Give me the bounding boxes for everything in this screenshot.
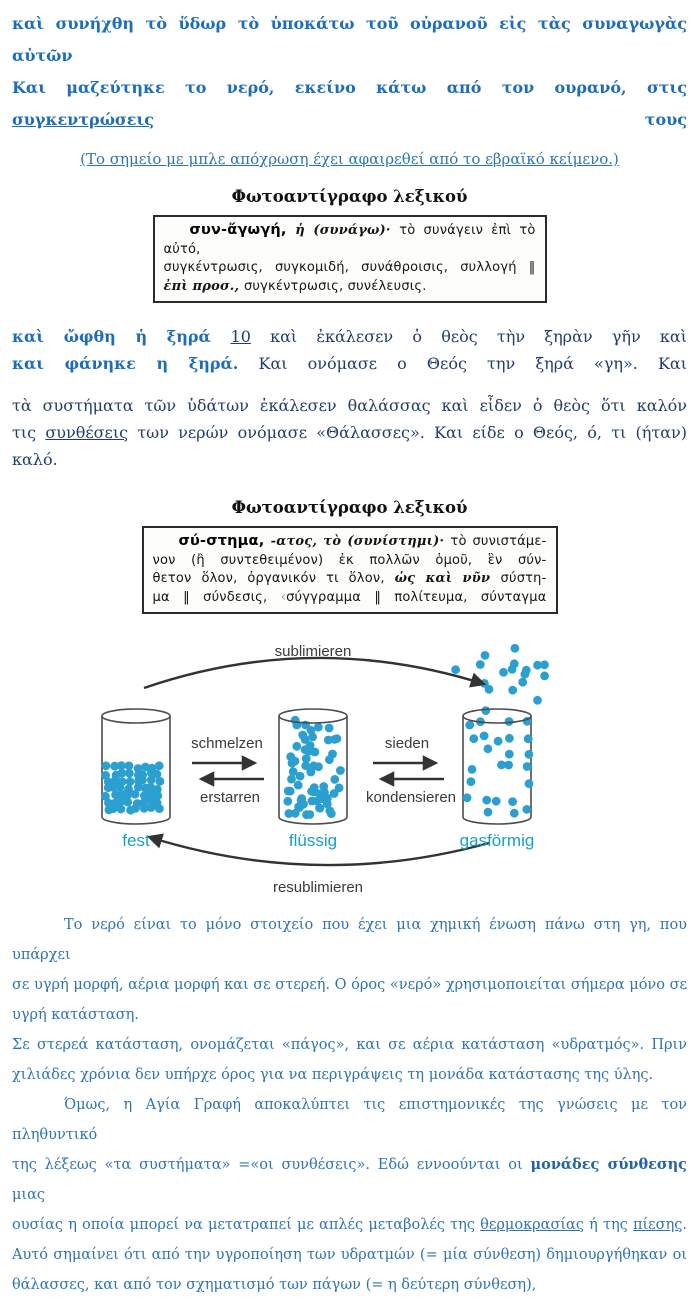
text-segment: τὸ συνιστάμε- <box>450 534 547 549</box>
sublimieren-arc-arrow <box>144 658 484 688</box>
text-line <box>153 570 547 589</box>
text-segment: -ατος, τὸ (συνίστημι)· <box>264 534 451 549</box>
label-gasfoermig: gasförmig <box>459 831 534 850</box>
text-line <box>12 910 687 970</box>
text-segment: καὶ ὤφθη ἡ ξηρά <box>12 327 231 346</box>
text-segment: μιας <box>12 1187 46 1203</box>
paragraph-3 <box>12 1090 687 1300</box>
text-segment: καὶ ἐκάλεσεν ὁ θεὸς τὴν ξηρὰν γῆν καὶ <box>250 327 687 346</box>
text-segment: νον (ἢ συντεθειμένον) ἐκ πολλῶν ὁμοῦ, ἓν σύν- <box>152 552 547 568</box>
text-segment: τὰ συστήματα τῶν ὑδάτων ἐκάλεσεν θαλάσσας καὶ εἶδεν ὁ θεὸς ὅτι καλόν <box>12 396 687 415</box>
states-of-matter-figure <box>12 624 687 902</box>
text-line <box>153 589 547 608</box>
blue-note-line <box>12 148 687 170</box>
text-line <box>12 8 687 72</box>
text-segment: συν-ἄγωγή, <box>189 222 287 238</box>
text-segment: σύγγραμμα ‖ πολίτευμα, σύνταγμα <box>286 589 547 605</box>
text-line <box>12 1150 687 1210</box>
text-segment: ἐπὶ προσ., <box>163 278 244 294</box>
verse-genesis-interlinear-2 <box>12 323 687 473</box>
paragraph-2 <box>12 1030 687 1090</box>
text-segment: συγκεντρώσεις <box>12 110 154 129</box>
text-line <box>12 72 687 136</box>
text-segment: 10 <box>230 327 251 346</box>
text-segment: ή της <box>583 1217 633 1233</box>
body-paragraphs <box>12 910 687 1300</box>
text-segment: σύ-στημα, <box>178 533 265 549</box>
text-segment: θερμοκρασίας <box>480 1217 584 1233</box>
text-segment: Το νερό είναι το μόνο στοιχείο που έχει μια χημική ένωση πάνω στη γη, που υπάρχει <box>12 917 687 963</box>
text-segment: καὶ συνήχθη τὸ ὕδωρ τὸ ὑποκάτω τοῦ οὐρανοῦ εἰς τὰς συναγωγὰς αὐτῶν <box>12 14 687 65</box>
label-erstarren: erstarren <box>199 789 260 806</box>
text-line <box>12 1090 687 1150</box>
dictionary-scan-systema <box>142 526 558 614</box>
text-line <box>153 532 547 552</box>
text-segment: συγκέντρωσις, συγκομιδή, συνάθροισις, συλλογή ‖ <box>163 260 536 275</box>
text-line <box>164 278 536 297</box>
dictionary-heading-2: Φωτοαντίγραφο λεξικού <box>231 498 468 517</box>
text-segment: ἡ (συνάγω)· <box>286 223 400 238</box>
verse-genesis-interlinear-1 <box>12 8 687 136</box>
label-kondensieren: kondensieren <box>365 789 456 806</box>
text-segment: Και ονόμασε ο Θεός την ξηρά «γη». Και <box>238 354 688 373</box>
label-sublimieren: sublimieren <box>274 643 351 660</box>
text-segment: υγρή κατάσταση. <box>12 1007 139 1023</box>
text-segment: ὡς καὶ νῦν <box>394 571 501 586</box>
text-line <box>153 552 547 571</box>
verse-pair-1 <box>12 323 687 377</box>
text-segment: σε υγρή μορφή, αέρια μορφή και σε στερεή. Ο όρος «νερό» χρησιμοποιείται σήμερα μόνο σε <box>12 977 687 993</box>
states-of-matter-diagram <box>40 624 660 902</box>
label-sieden: sieden <box>384 735 429 752</box>
dictionary-scan-synagoge <box>153 215 547 303</box>
text-line <box>12 1030 687 1060</box>
text-segment: των νερών ονόμασε «Θάλασσες». Και είδε ο Θεός, ό, τι (ήταν) καλό. <box>12 423 688 469</box>
text-segment: πίεσης <box>632 1217 683 1233</box>
text-segment: τὸ συνάγειν ἐπὶ τὸ αὐτό, <box>163 223 536 257</box>
text-line <box>12 1060 687 1090</box>
text-segment: θάλασσες, και από τον σχηματισμό των πάγων (= η δεύτερη σύνθεση), <box>12 1277 537 1293</box>
text-line <box>12 970 687 1000</box>
text-segment: μονάδες σύνθεσης <box>530 1156 687 1173</box>
dictionary-heading-1: Φωτοαντίγραφο λεξικού <box>231 187 468 206</box>
text-line <box>12 1270 687 1300</box>
text-segment: σύστη- <box>500 571 547 586</box>
text-segment: Αυτό σημαίνει ότι από την υγροποίηση των υδρατμών (= μία σύνθεση) δημιουργήθηκαν οι <box>12 1247 687 1263</box>
text-line <box>12 1210 687 1240</box>
text-segment: ουσίας η οποία μπορεί να μετατραπεί με απλές μεταβολές της <box>12 1217 481 1233</box>
text-segment: Σε στερεά κατάσταση, ονομάζεται «πάγος», και σε αέρια κατάσταση «υδρατμός». Πριν <box>12 1037 687 1053</box>
text-line <box>12 1240 687 1270</box>
text-segment: . <box>682 1217 687 1233</box>
text-segment: Και μαζεύτηκε το νερό, εκείνο κάτω από τον ουρανό, στις <box>12 78 687 97</box>
text-line <box>164 259 536 278</box>
text-segment: Όμως, η Αγία Γραφή αποκαλύπτει τις επιστημονικές της γνώσεις με τον πληθυντικό <box>12 1097 687 1143</box>
text-segment: τις <box>12 423 46 442</box>
label-fest: fest <box>121 831 150 850</box>
label-resublimieren: resublimieren <box>272 879 363 896</box>
text-segment: ‹ <box>280 589 287 605</box>
text-segment: συνθέσεις <box>45 423 129 442</box>
text-segment: θετον ὅλον, ὀργανικόν τι ὅλον, <box>152 571 395 586</box>
text-line <box>164 221 536 259</box>
text-line <box>12 350 687 377</box>
text-segment: της λέξεως «τα συστήματα» =«οι συνθέσεις». Εδώ εννοούνται οι <box>12 1157 531 1173</box>
text-segment: συγκέντρωσις, συνέλευσις. <box>243 278 427 294</box>
verse-pair-2 <box>12 392 687 473</box>
text-line <box>12 1000 687 1030</box>
text-segment: μα ‖ σύνδεσις, <box>152 589 281 605</box>
paragraph-1 <box>12 910 687 1030</box>
label-fluessig: flüssig <box>288 831 337 850</box>
note-text: (Το σημείο με μπλε απόχρωση έχει αφαιρεθεί από το εβραϊκό κείμενο.) <box>80 150 619 168</box>
text-segment: και φάνηκε η ξηρά. <box>12 354 239 373</box>
text-line <box>12 392 687 419</box>
text-line <box>12 419 687 473</box>
text-line <box>12 323 687 350</box>
text-segment: χιλιάδες χρόνια δεν υπήρχε όρος για να περιγράψεις τη μονάδα κατάστασης της ύλης. <box>12 1067 654 1083</box>
label-schmelzen: schmelzen <box>190 735 263 752</box>
text-segment: τους <box>153 110 687 129</box>
